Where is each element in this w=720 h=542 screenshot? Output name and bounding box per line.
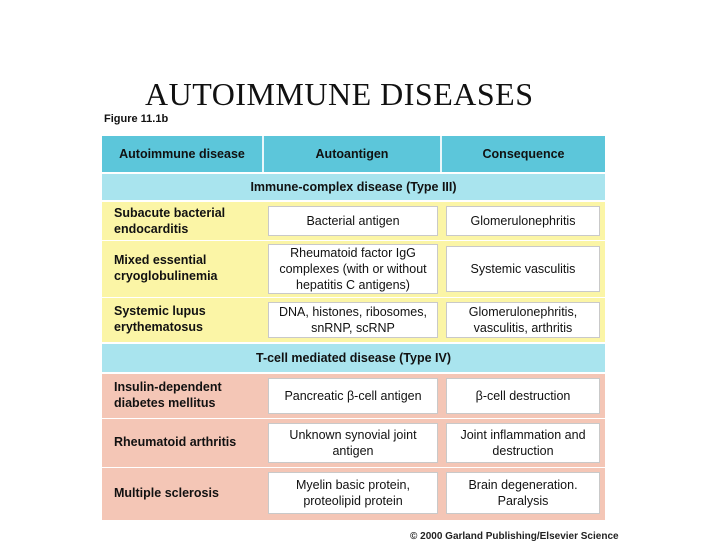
autoantigen-cell: DNA, histones, ribosomes, snRNP, scRNP [268,302,438,338]
copyright-notice: © 2000 Garland Publishing/Elsevier Science [410,531,619,542]
disease-name: Insulin-dependent diabetes mellitus [114,380,222,410]
disease-name: Multiple sclerosis [114,486,219,500]
disease-name: Subacute bacterial endocarditis [114,206,226,236]
consequence-cell: Glomerulonephritis [446,206,600,236]
autoantigen-cell: Rheumatoid factor IgG complexes (with or without hepatitis C antigens) [268,244,438,294]
section-heading-type-iv: T-cell mediated disease (Type IV) [102,344,605,372]
disease-name: Mixed essential cryoglobulinemia [114,253,218,283]
table-row [102,419,605,467]
consequence-cell: Glomerulonephritis, vasculitis, arthritis [446,302,600,338]
consequence-cell: Joint inflammation and destruction [446,423,600,463]
table-row [102,241,605,297]
table-row [102,298,605,342]
autoantigen-cell: Unknown synovial joint antigen [268,423,438,463]
disease-name: Systemic lupus erythematosus [114,304,206,334]
slide-title: AUTOIMMUNE DISEASES [145,76,534,112]
autoantigen-cell: Bacterial antigen [268,206,438,236]
consequence-cell: β-cell destruction [446,378,600,414]
autoimmune-table [102,136,605,520]
column-header-consequence: Consequence [482,147,565,161]
column-header-antigen: Autoantigen [315,147,389,161]
table-row [102,468,605,520]
consequence-cell: Brain degeneration. Paralysis [446,472,600,514]
table-row [102,374,605,418]
column-header-disease: Autoimmune disease [119,147,245,161]
table-row [102,202,605,240]
autoantigen-cell: Myelin basic protein, proteolipid protein [268,472,438,514]
disease-name: Rheumatoid arthritis [114,435,237,449]
table-header [102,136,605,172]
section-heading-type-iii: Immune-complex disease (Type III) [102,174,605,200]
figure-label: Figure 11.1b [104,113,169,125]
consequence-cell: Systemic vasculitis [446,246,600,292]
autoantigen-cell: Pancreatic β-cell antigen [268,378,438,414]
